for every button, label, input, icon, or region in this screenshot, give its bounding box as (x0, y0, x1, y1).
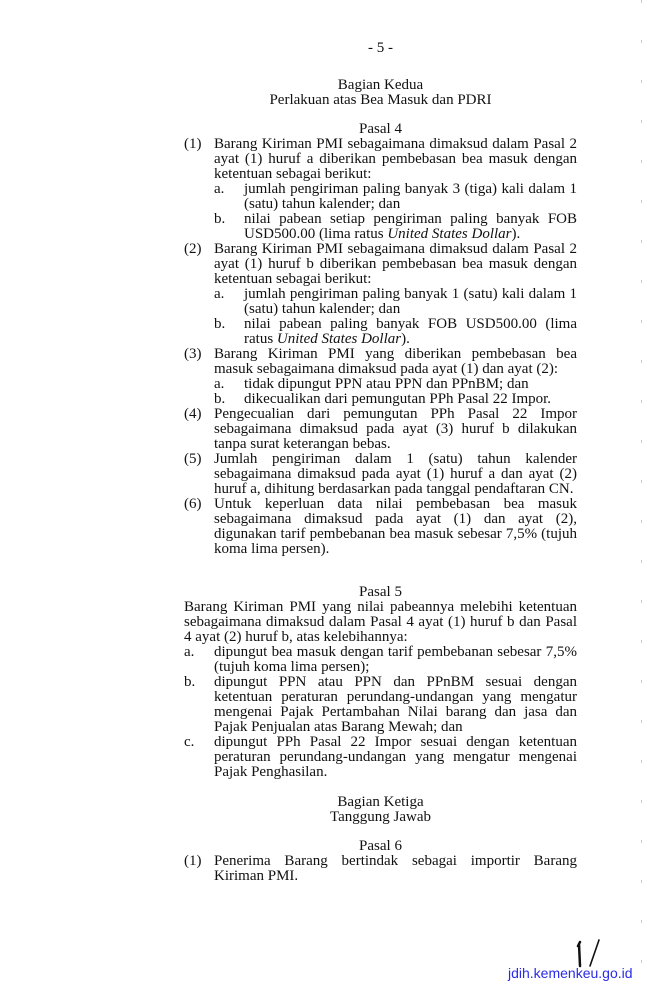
clause-text: Barang Kiriman PMI yang diberikan pembebasan bea masuk sebagaimana dimaksud pada ayat (1) dan ayat (2): (214, 346, 577, 377)
clause-1 (184, 854, 577, 884)
section-subheading: Perlakuan atas Bea Masuk dan PDRI (269, 92, 492, 108)
sub-item (214, 392, 577, 407)
watermark-link[interactable]: jdih.kemenkeu.go.id (508, 965, 633, 981)
sub-text: jumlah pengiriman paling banyak 3 (tiga) kali dalam 1 (satu) tahun kalender; dan (244, 181, 577, 212)
sub-letter: a. (214, 286, 225, 302)
sub-letter: b. (214, 391, 226, 407)
clause-4 (184, 407, 577, 452)
sub-text-tail: ). (401, 331, 410, 347)
section-heading: Bagian Ketiga (337, 794, 424, 810)
sub-text: nilai pabean paling banyak FOB USD500.00 (lima ratus (244, 316, 577, 347)
sub-text: dipungut bea masuk dengan tarif pembebanan sebesar 7,5% (tujuh koma lima persen); (214, 644, 577, 675)
sub-letter: a. (214, 181, 225, 197)
clause-6 (184, 497, 577, 557)
article-intro: Barang Kiriman PMI yang nilai pabeannya melebihi ketentuan sebagaimana dimaksud dalam Pasal 4 ayat (1) huruf b dan Pasal 4 ayat (2) huruf b, atas kelebihannya: (184, 599, 577, 645)
clause-1 (184, 137, 577, 242)
article-title: Pasal 5 (359, 584, 402, 600)
sub-item (214, 317, 577, 347)
pasal-6-body (184, 854, 577, 884)
section-subheading: Tanggung Jawab (329, 809, 431, 825)
article-title: Pasal 4 (359, 121, 402, 137)
sub-text-italic: United States Dollar (276, 331, 402, 347)
sub-item (214, 182, 577, 212)
sub-item (214, 287, 577, 317)
clause-text: Barang Kiriman PMI sebagaimana dimaksud dalam Pasal 2 ayat (1) huruf b diberikan pembebasan bea masuk dengan ketentuan sebagai berikut: (214, 241, 577, 287)
sub-text: dipungut PPN atau PPN dan PPnBM sesuai dengan ketentuan peraturan perundang-undangan yang mengatur mengenai Pajak Pertambahan Nilai barang dan jasa dan Pajak Penjualan atas Barang Mewah; dan (214, 674, 577, 735)
sub-letter: b. (184, 674, 196, 690)
initial-signature (572, 938, 612, 968)
sub-text-italic: United States Dollar (387, 226, 512, 242)
clause-number: (3) (184, 346, 202, 362)
pasal-4-body (184, 137, 577, 557)
clause-number: (6) (184, 496, 202, 512)
sub-text: tidak dipungut PPN atau PPN dan PPnBM; dan (244, 376, 529, 392)
clause-number: (4) (184, 406, 202, 422)
sub-letter: a. (184, 644, 195, 660)
clause-3 (184, 347, 577, 407)
clause-number: (2) (184, 241, 202, 257)
sub-text-tail: ). (511, 226, 521, 242)
sub-text: dipungut PPh Pasal 22 Impor sesuai dengan ketentuan peraturan perundang-undangan yang mengatur mengenai Pajak Penghasilan. (214, 734, 577, 780)
clause-number: (1) (184, 853, 202, 869)
sub-letter: b. (214, 316, 226, 332)
clause-2 (184, 242, 577, 347)
page-number: - 5 - (368, 40, 393, 56)
clause-text: Jumlah pengiriman dalam 1 (satu) tahun kalender sebagaimana dimaksud pada ayat (1) huruf a dan ayat (2) huruf a, dihitung berdasarkan pada tanggal pendaftaran CN. (214, 451, 577, 497)
scan-edge (641, 0, 642, 1000)
clause-number: (5) (184, 451, 202, 467)
clause-text: Penerima Barang bertindak sebagai importir Barang Kiriman PMI. (214, 853, 577, 884)
sub-item (184, 645, 577, 675)
sub-item (184, 735, 577, 780)
sub-letter: c. (184, 734, 195, 750)
sub-text: jumlah pengiriman paling banyak 1 (satu) kali dalam 1 (satu) tahun kalender; dan (244, 286, 577, 317)
clause-5 (184, 452, 577, 497)
section-heading: Bagian Kedua (337, 77, 424, 93)
clause-text: Barang Kiriman PMI sebagaimana dimaksud dalam Pasal 2 ayat (1) huruf a diberikan pembebasan bea masuk dengan ketentuan sebagai berikut: (214, 136, 577, 182)
sub-item (214, 377, 577, 392)
sub-letter: b. (214, 211, 226, 227)
sub-item (214, 212, 577, 242)
sub-item (184, 675, 577, 735)
clause-text: Pengecualian dari pemungutan PPh Pasal 22 Impor sebagaimana dimaksud pada ayat (3) huruf b dilakukan tanpa surat keterangan bebas. (214, 406, 577, 452)
clause-number: (1) (184, 136, 202, 152)
sub-letter: a. (214, 376, 225, 392)
article-title: Pasal 6 (359, 838, 402, 854)
sub-text: dikecualikan dari pemungutan PPh Pasal 22 Impor. (244, 391, 552, 407)
pasal-5-body (184, 600, 577, 780)
sub-text: nilai pabean setiap pengiriman paling banyak FOB USD500.00 (lima ratus (244, 211, 577, 242)
clause-text: Untuk keperluan data nilai pembebasan bea masuk sebagaimana dimaksud pada ayat (1) dan ayat (2), digunakan tarif pembebanan bea masuk sebesar 7,5% (tujuh koma lima persen). (214, 496, 577, 557)
